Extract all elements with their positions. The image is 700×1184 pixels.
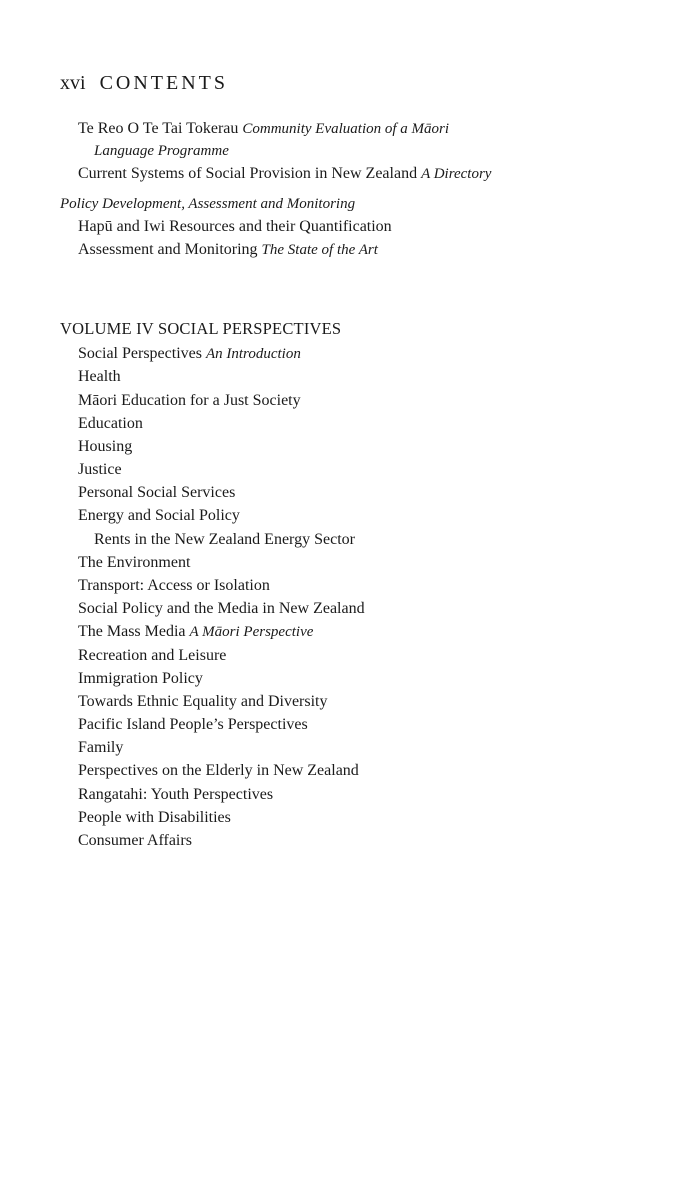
entry-title: Family	[78, 739, 124, 756]
entry-title: Assessment and Monitoring	[78, 241, 262, 258]
toc-entry	[78, 783, 273, 807]
toc-entry	[78, 435, 132, 459]
entry-title: Energy and Social Policy	[78, 507, 240, 524]
page-title: CONTENTS	[99, 72, 229, 94]
toc-entry	[94, 139, 229, 163]
toc-entry	[78, 162, 491, 186]
entry-title: Perspectives on the Elderly in New Zealand	[78, 762, 359, 779]
toc-entry	[78, 574, 270, 598]
toc-entry	[78, 551, 190, 575]
toc-entry	[78, 644, 226, 668]
entry-subtitle: A Māori Perspective	[189, 624, 314, 640]
entry-title: Social Policy and the Media in New Zealand	[78, 600, 365, 617]
toc-entry	[78, 215, 392, 239]
entry-title: Towards Ethnic Equality and Diversity	[78, 693, 328, 710]
toc-entry	[78, 806, 231, 830]
toc-entry	[78, 759, 359, 783]
entry-title: Rents in the New Zealand Energy Sector	[94, 531, 355, 548]
running-head	[60, 70, 228, 96]
entry-title: Māori Education for a Just Society	[78, 392, 301, 409]
toc-entry	[78, 690, 328, 714]
entry-title: Immigration Policy	[78, 670, 203, 687]
entry-title: The Environment	[78, 554, 191, 571]
entry-subtitle: The State of the Art	[261, 242, 378, 258]
entry-subtitle: Language Programme	[94, 143, 229, 159]
page-folio: xvi	[60, 72, 86, 94]
entry-title: People with Disabilities	[78, 809, 231, 826]
entry-title: Personal Social Services	[78, 484, 236, 501]
entry-subtitle: A Directory	[421, 166, 492, 182]
entry-subtitle: An Introduction	[205, 346, 301, 362]
toc-entry	[78, 504, 240, 528]
entry-title: Transport: Access or Isolation	[78, 577, 270, 594]
toc-entry	[78, 412, 143, 436]
toc-entry	[78, 829, 192, 853]
entry-title: Rangatahi: Youth Perspectives	[78, 786, 274, 803]
entry-title: Justice	[78, 461, 122, 478]
toc-entry	[78, 620, 313, 644]
toc-entry	[78, 736, 123, 760]
entry-title: Pacific Island People’s Perspectives	[78, 716, 308, 733]
toc-entry	[78, 389, 301, 413]
volume-heading: VOLUME IV SOCIAL PERSPECTIVES	[60, 319, 342, 338]
entry-title: Social Perspectives	[78, 345, 206, 362]
toc-entry	[78, 238, 378, 262]
entry-title: Te Reo O Te Tai Tokerau	[78, 120, 243, 137]
toc-entry	[78, 597, 365, 621]
toc-section-heading	[60, 192, 355, 216]
entry-title: Consumer Affairs	[78, 832, 192, 849]
entry-subtitle: Community Evaluation of a Māori	[242, 121, 450, 137]
entry-title: Current Systems of Social Provision in New Zealand	[78, 165, 422, 182]
entry-title: Recreation and Leisure	[78, 647, 227, 664]
entry-title: Housing	[78, 438, 133, 455]
toc-subentry	[94, 528, 355, 552]
toc-entry	[78, 481, 235, 505]
toc-entry	[78, 667, 203, 691]
toc-entry	[78, 458, 122, 482]
entry-title: Health	[78, 368, 121, 385]
toc-entry	[78, 365, 121, 389]
entry-title: Education	[78, 415, 143, 432]
entry-title: The Mass Media	[78, 623, 190, 640]
entry-subtitle: Policy Development, Assessment and Monitoring	[60, 196, 356, 212]
toc-entry	[78, 713, 308, 737]
toc-entry	[78, 117, 449, 141]
toc-entry	[78, 342, 301, 366]
entry-title: Hapū and Iwi Resources and their Quantification	[78, 218, 392, 235]
